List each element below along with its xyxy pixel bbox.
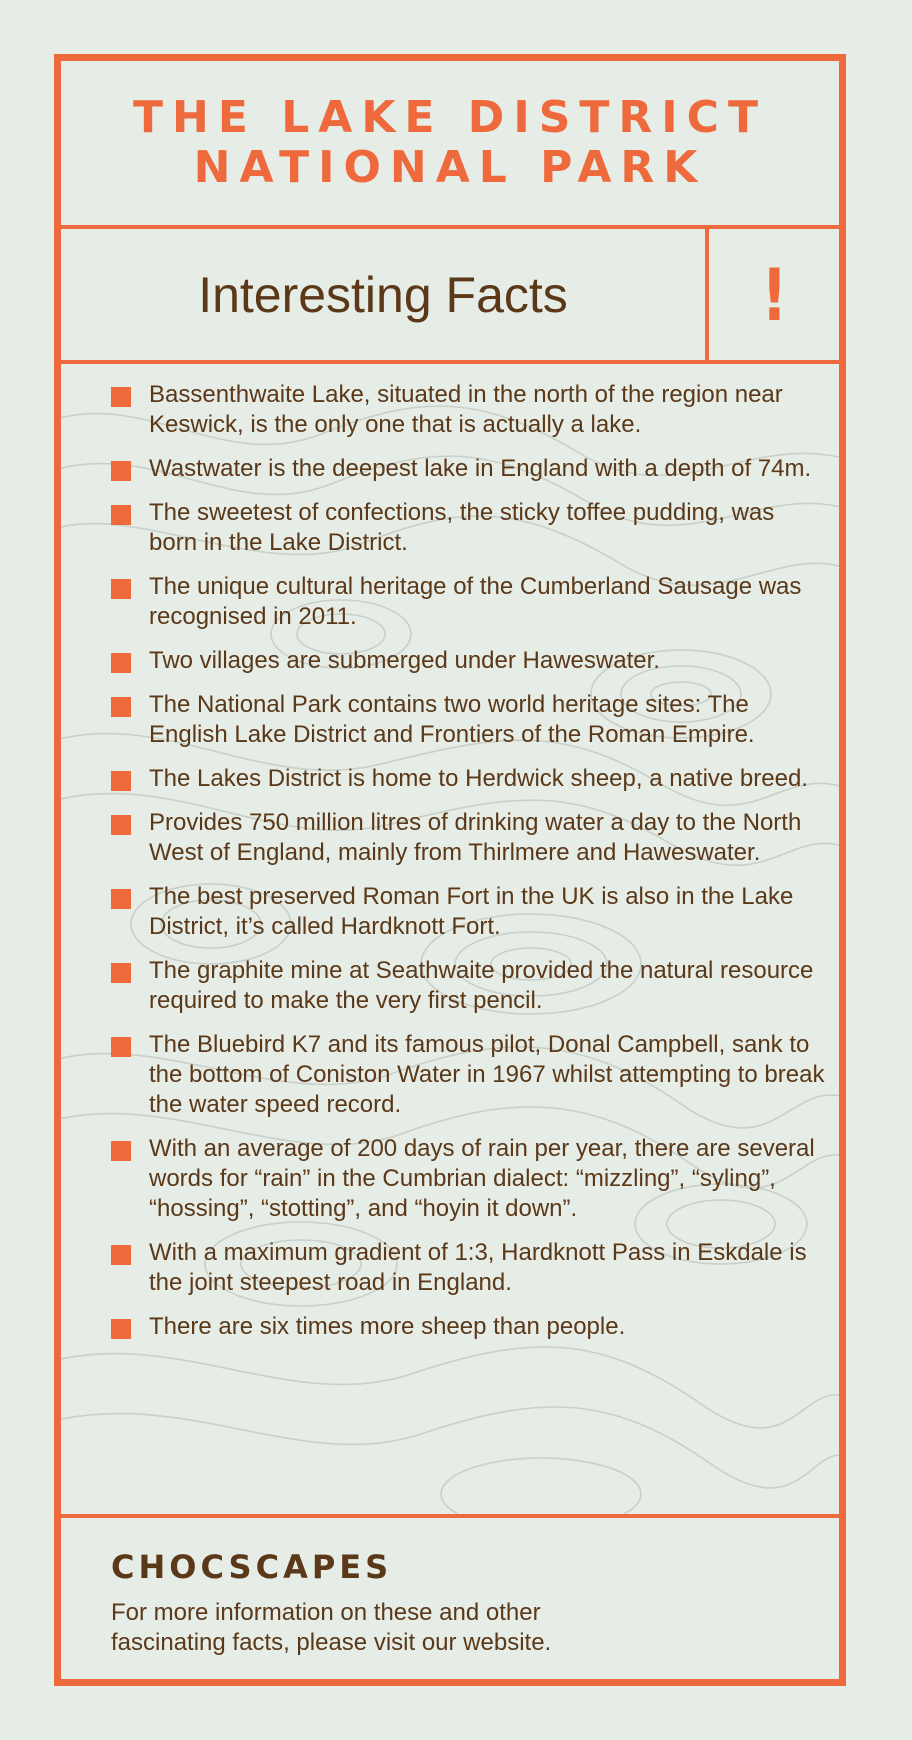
fact-item [61,1030,839,1120]
fact-text: The Bluebird K7 and its famous pilot, Donal Campbell, sank to the bottom of Coniston Water in 1967 whilst attempting to break the water speed record. [149,1031,825,1118]
square-bullet-icon [111,697,131,717]
square-bullet-icon [111,579,131,599]
fact-item [61,380,839,440]
brand-logo-text: CHOCSCAPES [111,1548,393,1586]
fact-item [61,646,839,676]
fact-text: With an average of 200 days of rain per year, there are several words for “rain” in the Cumbrian dialect: “mizzling”, “syling”, “hossing”, “stotting”, and “hoyin it down”. [149,1135,815,1222]
fact-text: The unique cultural heritage of the Cumberland Sausage was recognised in 2011. [149,573,802,630]
square-bullet-icon [111,771,131,791]
fact-text: There are six times more sheep than people. [149,1313,626,1340]
fact-card [54,54,846,1686]
subheader-row [61,229,839,364]
fact-item [61,572,839,632]
section-title: Interesting Facts [61,229,709,360]
footer [61,1514,839,1679]
fact-item [61,1238,839,1298]
square-bullet-icon [111,461,131,481]
square-bullet-icon [111,889,131,909]
fact-text: Bassenthwaite Lake, situated in the north of the region near Keswick, is the only one that is actually a lake. [149,381,783,438]
square-bullet-icon [111,387,131,407]
fact-text: With a maximum gradient of 1:3, Hardknott Pass in Eskdale is the joint steepest road in England. [149,1239,807,1296]
fact-text: Two villages are submerged under Haweswater. [149,647,660,674]
square-bullet-icon [111,963,131,983]
square-bullet-icon [111,653,131,673]
fact-text: The Lakes District is home to Herdwick sheep, a native breed. [149,765,808,792]
fact-text: The sweetest of confections, the sticky toffee pudding, was born in the Lake District. [149,499,775,556]
page-title-line-1: THE LAKE DISTRICT [133,92,767,143]
fact-item [61,498,839,558]
page-title-line-2: NATIONAL PARK [193,142,707,193]
fact-item [61,882,839,942]
exclamation-icon-box [709,229,839,360]
fact-text: The National Park contains two world heritage sites: The English Lake District and Frontiers of the Roman Empire. [149,691,755,748]
square-bullet-icon [111,815,131,835]
title-block [61,61,839,229]
fact-item [61,808,839,868]
square-bullet-icon [111,1037,131,1057]
square-bullet-icon [111,505,131,525]
fact-text: The graphite mine at Seathwaite provided the natural resource required to make the very first pencil. [149,957,814,1014]
fact-text: Provides 750 million litres of drinking water a day to the North West of England, mainly from Thirlmere and Haweswater. [149,809,802,866]
fact-item [61,1134,839,1224]
fact-text: Wastwater is the deepest lake in England with a depth of 74m. [149,455,812,482]
exclamation-icon: ! [760,252,788,337]
square-bullet-icon [111,1141,131,1161]
footer-info-text: For more information on these and other fascinating facts, please visit our website. [111,1599,552,1656]
square-bullet-icon [111,1245,131,1265]
facts-list [61,364,839,1514]
fact-item [61,956,839,1016]
fact-text: The best preserved Roman Fort in the UK is also in the Lake District, it’s called Hardknott Fort. [149,883,794,940]
fact-item [61,764,839,794]
fact-item [61,454,839,484]
fact-item [61,1312,839,1342]
fact-item [61,690,839,750]
square-bullet-icon [111,1319,131,1339]
